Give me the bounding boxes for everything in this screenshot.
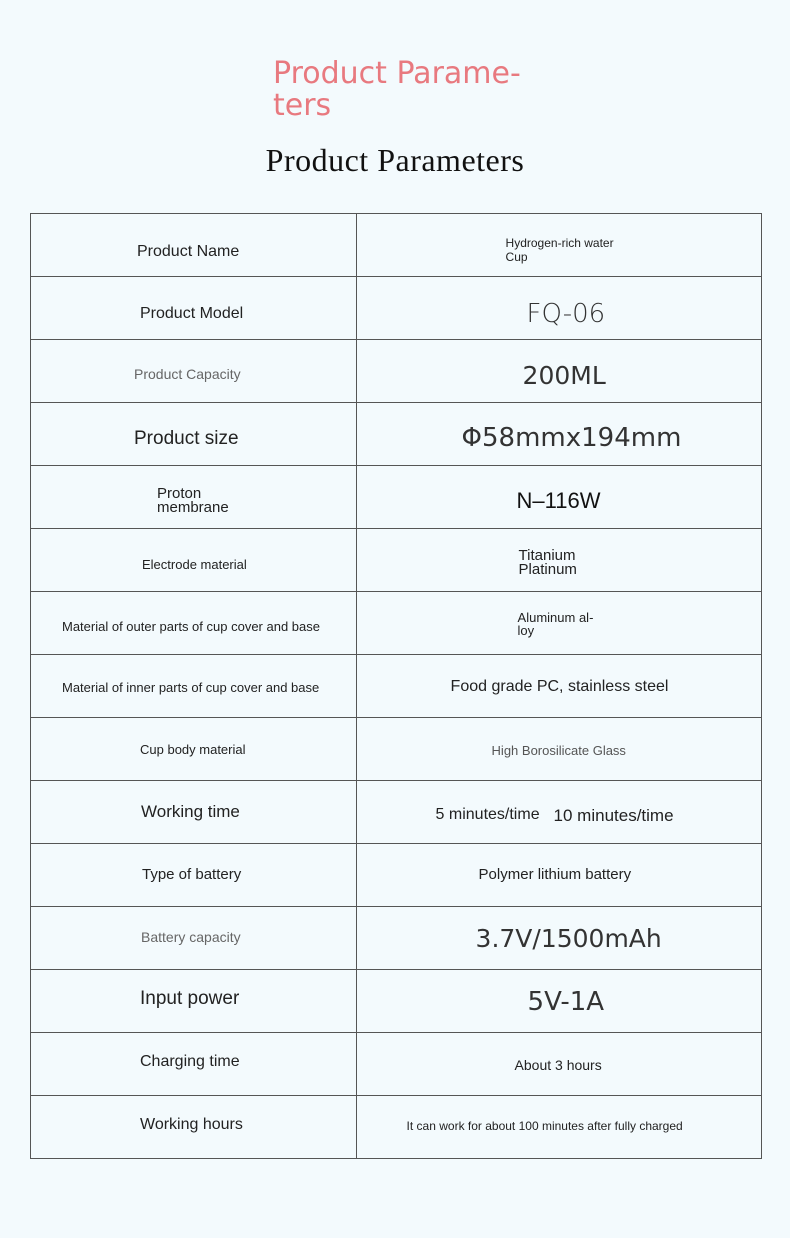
row-label: Material of outer parts of cup cover and base [62,619,320,634]
row-label: Electrode material [142,557,247,572]
table-row [31,214,762,277]
row-value-line2: Cup [505,250,528,264]
table-row [31,1096,762,1159]
row-label: Charging time [140,1053,240,1070]
table-row [31,466,762,529]
row-value: About 3 hours [514,1057,602,1073]
row-label: Product Name [137,243,240,260]
page-title-line1: Product Parame- [273,56,521,91]
row-value: Φ58mmx194mm [461,423,682,453]
row-label: Product size [134,428,239,449]
row-value-line2: loy [517,623,535,638]
row-label: Working time [141,802,240,821]
row-value-b: 10 minutes/time [553,806,674,825]
row-label: Type of battery [142,866,242,883]
row-label: Working hours [140,1116,243,1133]
row-value: Food grade PC, stainless steel [450,678,669,695]
page-title [273,58,533,122]
table-row [31,529,762,592]
row-value: It can work for about 100 minutes after fully charged [406,1119,683,1133]
row-value-line1: Titanium [518,547,576,564]
row-value: High Borosilicate Glass [491,743,626,758]
table-row [31,340,762,403]
row-value-a: 5 minutes/time [435,806,540,823]
page-title-line2: ters [273,88,332,123]
row-label-line2: membrane [157,499,229,516]
row-label: Input power [140,988,240,1009]
row-label: Battery capacity [141,929,241,945]
row-value: Polymer lithium battery [478,866,632,883]
spec-table [30,213,762,1159]
table-row [31,718,762,781]
table-row [31,907,762,970]
row-label: Cup body material [140,742,246,757]
table-row [31,277,762,340]
row-value-line2: Platinum [518,561,577,578]
row-value: N–116W [516,488,601,513]
row-value: 3.7V/1500mAh [475,924,662,953]
table-row [31,592,762,655]
row-label: Product Capacity [134,366,241,382]
table-row [31,403,762,466]
table-row [31,844,762,907]
row-value: 5V-1A [527,987,605,1017]
row-value-line1: Hydrogen-rich water [505,236,614,250]
row-label: Product Model [140,305,244,322]
table-row [31,970,762,1033]
row-value: 200ML [522,361,606,390]
row-label-line1: Proton [157,485,202,502]
row-label: Material of inner parts of cup cover and base [62,680,320,695]
page-subtitle: Product Parameters [265,142,525,178]
table-row [31,781,762,844]
row-value: FQ-06 [526,299,606,329]
table-row [31,655,762,718]
row-value-line1: Aluminum al- [517,610,594,625]
table-row [31,1033,762,1096]
